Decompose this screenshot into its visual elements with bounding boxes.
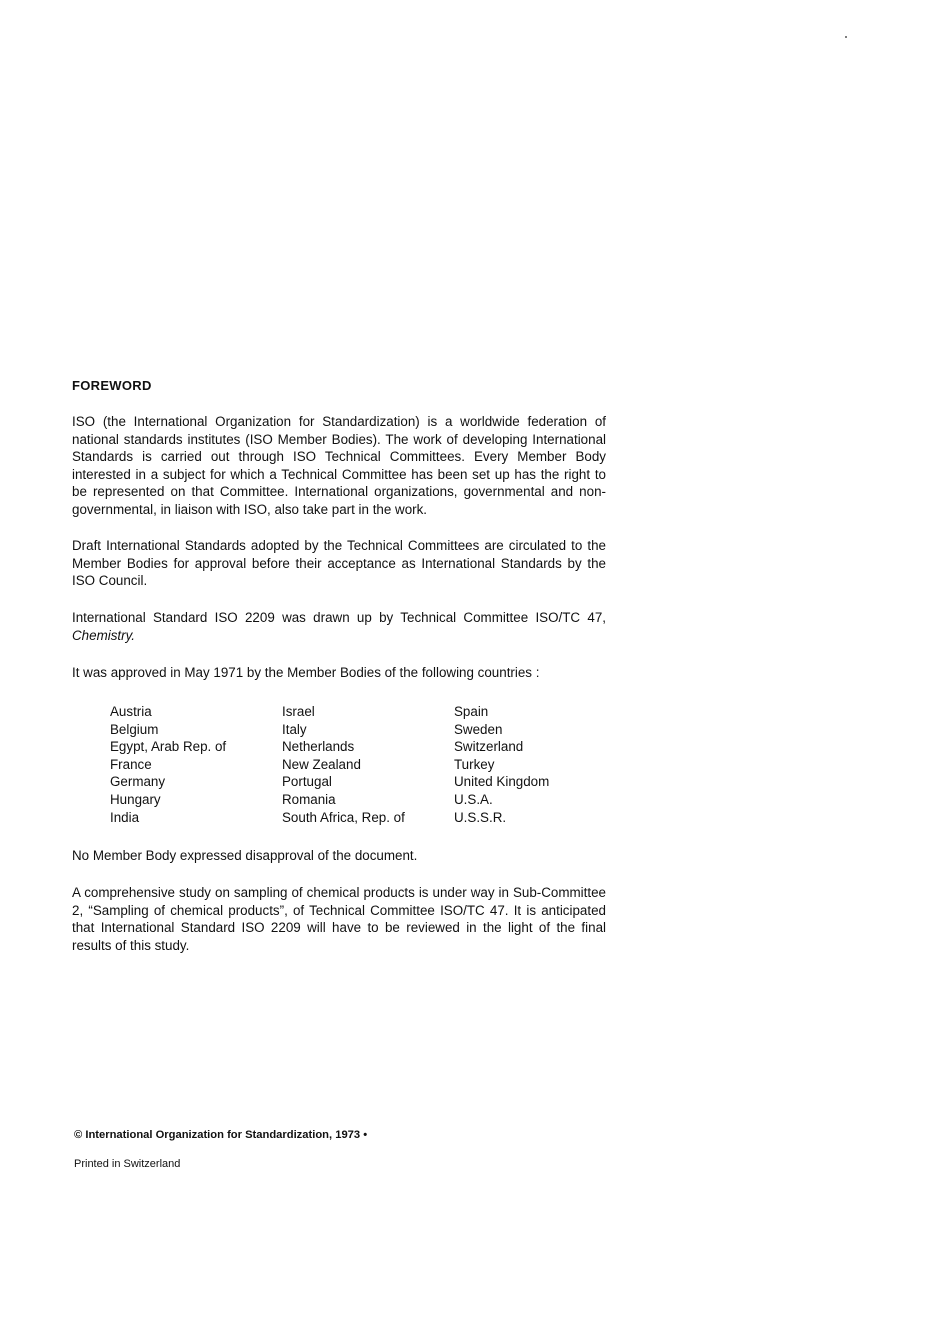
countries-column-3 <box>454 703 614 826</box>
paragraph-approval: It was approved in May 1971 by the Member Bodies of the following countries : <box>72 665 540 680</box>
scan-speck <box>845 36 847 38</box>
country-item: Spain <box>454 704 489 719</box>
country-item: South Africa, Rep. of <box>282 809 405 825</box>
tc-name: Chemistry. <box>72 627 135 643</box>
country-item: U.S.A. <box>454 791 493 807</box>
country-item: India <box>110 809 140 825</box>
country-item: Austria <box>110 704 152 719</box>
countries-column-1 <box>110 703 282 826</box>
paragraph-no-disapproval: No Member Body expressed disapproval of the document. <box>72 848 418 863</box>
countries-list <box>110 703 614 826</box>
paragraph-sampling-study: A comprehensive study on sampling of chemical products is under way in Sub-Committee 2, “Sampling of chemical products”, of Technical Committee ISO/TC 47. It is anticipated that International Standard ISO 2209 will have to be reviewed in the light of the final results of this study. <box>72 885 606 953</box>
countries-column-2 <box>282 703 454 826</box>
country-item: Hungary <box>110 791 161 807</box>
country-item: Turkey <box>454 756 495 772</box>
country-item: Switzerland <box>454 739 524 755</box>
country-item: Sweden <box>454 721 503 737</box>
country-item: Belgium <box>110 721 159 737</box>
tc-text: International Standard ISO 2209 was drawn up by Technical Committee ISO/TC 47, <box>72 610 606 625</box>
country-item: Italy <box>282 721 307 737</box>
country-item: Netherlands <box>282 739 355 755</box>
country-item: Egypt, Arab Rep. of <box>110 739 227 755</box>
copyright-notice: © International Organization for Standardization, 1973 • <box>74 1129 368 1141</box>
country-item: Israel <box>282 704 315 719</box>
country-item: France <box>110 756 152 772</box>
paragraph-iso-description: ISO (the International Organization for Standardization) is a worldwide federation of national standards institutes (ISO Member Bodies). The work of developing International Standards is carried out through ISO Technical Committees. Every Member Body interested in a subject for which a Technical Committee has been set up has the right to be represented on that Committee. International organizations, governmental and non-governmental, in liaison with ISO, also take part in the work. <box>72 414 606 517</box>
printed-in-notice: Printed in Switzerland <box>74 1158 181 1170</box>
paragraph-technical-committee <box>72 609 606 644</box>
paragraph-draft-standards: Draft International Standards adopted by the Technical Committees are circulated to the Member Bodies for approval before their acceptance as International Standards by the ISO Council. <box>72 538 606 589</box>
country-item: New Zealand <box>282 756 361 772</box>
foreword-heading: FOREWORD <box>72 378 152 393</box>
country-item: Portugal <box>282 774 332 790</box>
country-item: United Kingdom <box>454 774 550 790</box>
country-item: Germany <box>110 774 166 790</box>
country-item: Romania <box>282 791 336 807</box>
country-item: U.S.S.R. <box>454 809 507 825</box>
